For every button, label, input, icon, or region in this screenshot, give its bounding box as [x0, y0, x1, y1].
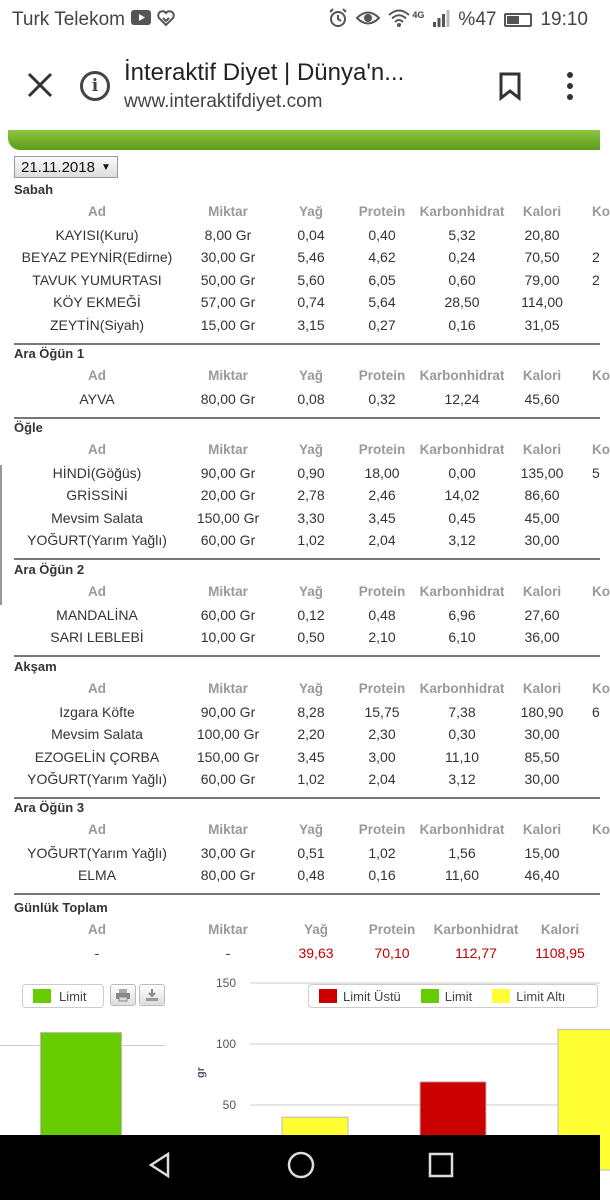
cell-ad: ZEYTİN(Siyah) [49, 316, 145, 333]
cell-protein: 0,40 [368, 226, 396, 243]
cell-protein: 2,30 [368, 726, 396, 742]
cell-miktar: 60,00 Gr [200, 532, 256, 548]
cell-miktar: 100,00 Gr [196, 726, 260, 742]
col-header-protein: Protein [368, 922, 416, 937]
cell-kalori: 46,40 [524, 867, 560, 883]
cell-kol: 6 [592, 703, 600, 720]
page-title: İnteraktif Diyet | Dünya'n... [124, 59, 405, 86]
col-header-karbonhidrat: Karbonhidrat [419, 442, 505, 457]
table-row[interactable] [0, 607, 600, 629]
cell-kalori: 45,60 [524, 390, 560, 407]
site-header-bar [8, 130, 600, 150]
col-header-karbonhidrat: Karbonhidrat [433, 922, 519, 937]
col-header-protein: Protein [358, 204, 406, 219]
col-header-kol: Ko [592, 204, 610, 219]
cell-protein: 3,45 [368, 509, 396, 526]
cell-yag: 0,51 [297, 844, 325, 861]
cell-kalori: 31,05 [524, 316, 560, 333]
chevron-down-icon: ▼ [100, 161, 111, 173]
cell-kol: 2 [592, 249, 600, 265]
col-header-protein: Protein [358, 584, 406, 599]
table-row[interactable] [0, 771, 600, 793]
section-divider [14, 797, 600, 799]
cell-miktar: 90,00 Gr [200, 703, 256, 720]
col-header-kol: Ko [592, 822, 610, 837]
right-chart-legend [308, 984, 598, 1008]
browser-toolbar [0, 40, 600, 132]
cell-miktar: 150,00 Gr [196, 509, 260, 526]
col-header-ad: Ad [88, 822, 106, 837]
col-header-kol: Ko [592, 368, 610, 383]
cell-yag: 5,60 [297, 271, 325, 288]
total-title: Günlük Toplam [14, 900, 108, 915]
cell-karbonhidrat: 7,38 [448, 703, 476, 720]
recents-icon[interactable] [428, 1152, 454, 1183]
download-icon[interactable] [139, 984, 165, 1006]
cell-miktar: 80,00 Gr [200, 867, 256, 883]
table-row[interactable] [0, 510, 600, 532]
col-header-karbonhidrat: Karbonhidrat [419, 204, 505, 219]
cell-kol: 5 [592, 464, 600, 481]
col-header-kalori: Kalori [522, 204, 562, 219]
cell-protein: 2,04 [368, 771, 396, 787]
cell-protein: 3,00 [368, 748, 396, 765]
cell-miktar: 30,00 Gr [200, 249, 256, 265]
col-header-protein: Protein [358, 442, 406, 457]
section-divider [14, 893, 600, 895]
cell-miktar: 8,00 Gr [204, 226, 252, 243]
cell-karbonhidrat: 0,60 [448, 271, 476, 288]
cell-protein: 4,62 [368, 249, 396, 265]
table-row[interactable] [0, 629, 600, 651]
meal-title: Akşam [14, 659, 57, 674]
cell-miktar: 10,00 Gr [200, 629, 256, 645]
cell-karbonhidrat: 0,16 [448, 316, 476, 333]
cell-karbonhidrat: 3,12 [448, 532, 476, 548]
cell-karbonhidrat: 5,32 [448, 226, 476, 243]
info-icon[interactable]: i [80, 71, 110, 101]
legend-swatch-limit [33, 989, 51, 1003]
cell-yag: 0,48 [297, 867, 325, 883]
cell-kalori: 27,60 [524, 606, 560, 623]
cell-yag: 0,12 [297, 606, 325, 623]
cell-karbonhidrat: 6,96 [448, 606, 476, 623]
cell-protein: 15,75 [364, 703, 400, 720]
meal-title: Öğle [14, 420, 43, 435]
cell-kalori: 114,00 [521, 294, 563, 310]
cell-protein: 6,05 [368, 271, 396, 288]
cell-miktar: 90,00 Gr [200, 464, 256, 481]
cell-yag: 3,45 [297, 748, 325, 765]
battery-icon [504, 13, 532, 27]
table-header-row [0, 681, 610, 703]
heart-notification-icon [157, 10, 175, 31]
col-header-protein: Protein [358, 822, 406, 837]
col-header-karbonhidrat: Karbonhidrat [419, 822, 505, 837]
table-header-row [0, 368, 610, 390]
col-header-kalori: Kalori [522, 681, 562, 696]
print-icon[interactable] [110, 984, 136, 1006]
y-tick-label: 50 [222, 1098, 236, 1112]
legend-label-limit-ustu: Limit Üstü [343, 988, 401, 1004]
cell-yag: 2,78 [297, 487, 325, 503]
cell-miktar: 57,00 Gr [200, 294, 256, 310]
cell-kalori: 86,60 [524, 487, 560, 503]
eye-comfort-icon [356, 10, 380, 31]
cell-karbonhidrat: 14,02 [444, 487, 480, 503]
col-header-kol: Ko [592, 442, 610, 457]
android-nav-bar [0, 1135, 600, 1200]
cell-protein: 18,00 [364, 464, 400, 481]
clock: 19:10 [540, 9, 588, 30]
cell-kalori: 30,00 [524, 532, 560, 548]
cell-kalori: 30,00 [524, 771, 560, 787]
legend-label-limit-right: Limit [444, 988, 473, 1004]
meal-title: Sabah [14, 182, 54, 197]
cell-miktar: 50,00 Gr [200, 271, 256, 288]
cell-yag: 0,74 [297, 294, 325, 310]
signal-icon [432, 9, 450, 32]
col-header-miktar: Miktar [208, 204, 248, 219]
table-row[interactable] [0, 867, 600, 889]
cell-protein: 0,48 [368, 606, 396, 623]
y-axis-label: gr [195, 1067, 207, 1078]
col-header-karbonhidrat: Karbonhidrat [419, 681, 505, 696]
cell-karbonhidrat: 11,60 [445, 867, 479, 883]
col-header-ad: Ad [88, 681, 106, 696]
cell-yag: 0,90 [297, 464, 325, 481]
cell-karbonhidrat: 0,24 [448, 249, 476, 265]
total-header-row [0, 922, 600, 944]
cell-protein: 5,64 [368, 294, 396, 310]
col-header-kol: Ko [592, 681, 610, 696]
table-header-row [0, 204, 610, 226]
cell-karbonhidrat: 3,12 [448, 771, 476, 787]
date-value: 21.11.2018 [21, 158, 95, 176]
cell-ad: MANDALİNA [56, 606, 138, 623]
table-header-row [0, 584, 610, 606]
col-header-yag: Yağ [298, 822, 324, 837]
more-options-icon[interactable] [540, 72, 600, 100]
col-header-ad: Ad [88, 442, 106, 457]
cell-kalori: 20,80 [524, 226, 560, 243]
table-row[interactable] [0, 227, 600, 249]
cell-protein: 0,32 [368, 390, 396, 407]
table-row[interactable] [0, 749, 600, 771]
back-icon[interactable] [146, 1151, 174, 1184]
left-chart-legend [22, 984, 104, 1008]
col-header-miktar: Miktar [208, 922, 248, 937]
chart-area [0, 970, 600, 1135]
cell-kalori: 79,00 [524, 271, 560, 288]
youtube-notification-icon [131, 10, 151, 30]
y-tick-label: 100 [215, 1037, 236, 1051]
cell-ad: EZOGELİN ÇORBA [34, 748, 160, 765]
section-divider [14, 417, 600, 419]
col-header-protein: Protein [358, 681, 406, 696]
cell-ad: YOĞURT(Yarım Yağlı) [27, 532, 167, 548]
table-row[interactable] [0, 726, 600, 748]
address-block[interactable] [124, 59, 480, 113]
cell-miktar: 20,00 Gr [200, 487, 256, 503]
cell-protein: 0,27 [368, 316, 396, 333]
table-row[interactable] [0, 487, 600, 509]
col-header-yag: Yağ [298, 584, 324, 599]
total-karbonhidrat: 112,77 [455, 945, 497, 961]
legend-label-limit: Limit [59, 988, 87, 1004]
col-header-ad: Ad [88, 368, 106, 383]
cell-ad: YOĞURT(Yarım Yağlı) [27, 771, 167, 787]
cell-karbonhidrat: 12,24 [444, 390, 480, 407]
home-icon[interactable] [286, 1150, 316, 1185]
col-header-ad: Ad [88, 204, 106, 219]
table-row[interactable] [0, 704, 600, 726]
cell-ad: ELMA [77, 867, 117, 883]
col-header-kalori: Kalori [540, 922, 580, 937]
col-header-ad: Ad [88, 922, 106, 937]
date-select[interactable] [14, 156, 118, 178]
table-header-row [0, 822, 610, 844]
cell-yag: 8,28 [297, 703, 325, 720]
cell-protein: 2,46 [368, 487, 396, 503]
col-header-yag: Yağ [298, 442, 324, 457]
legend-swatch-limit-alti [492, 989, 510, 1003]
cell-miktar: 60,00 Gr [200, 606, 256, 623]
col-header-miktar: Miktar [208, 681, 248, 696]
cell-yag: 3,15 [297, 316, 325, 333]
col-header-miktar: Miktar [208, 368, 248, 383]
cell-ad: KAYISI(Kuru) [55, 226, 139, 243]
cell-karbonhidrat: 1,56 [448, 844, 476, 861]
table-row[interactable] [0, 317, 600, 339]
cell-ad: HİNDİ(Göğüs) [52, 464, 142, 481]
col-header-kalori: Kalori [522, 368, 562, 383]
col-header-karbonhidrat: Karbonhidrat [419, 368, 505, 383]
cell-ad: Mevsim Salata [51, 726, 143, 742]
col-header-kalori: Kalori [522, 442, 562, 457]
cell-ad: Izgara Köfte [59, 703, 135, 720]
table-row[interactable] [0, 249, 600, 271]
legend-swatch-limit-ustu [319, 989, 337, 1003]
section-divider [14, 558, 600, 560]
cell-kalori: 15,00 [524, 844, 560, 861]
cell-protein: 1,02 [368, 844, 396, 861]
cell-yag: 3,30 [297, 509, 325, 526]
table-row[interactable] [0, 845, 600, 867]
table-row[interactable] [0, 532, 600, 554]
cell-kalori: 180,90 [520, 703, 564, 720]
col-header-yag: Yağ [298, 681, 324, 696]
carrier-name: Turk Telekom [12, 9, 125, 30]
network-type: 4G [412, 10, 425, 20]
col-header-miktar: Miktar [208, 442, 248, 457]
cell-kalori: 85,50 [524, 748, 560, 765]
table-header-row [0, 442, 610, 464]
cell-kalori: 30,00 [524, 726, 560, 742]
section-divider [14, 655, 600, 657]
col-header-miktar: Miktar [208, 822, 248, 837]
cell-yag: 0,04 [297, 226, 325, 243]
legend-swatch-limit [421, 989, 439, 1003]
col-header-yag: Yağ [298, 368, 324, 383]
close-icon[interactable] [0, 67, 80, 105]
cell-kalori: 36,00 [524, 629, 560, 645]
cell-yag: 2,20 [297, 726, 325, 742]
cell-yag: 1,02 [297, 771, 325, 787]
cell-yag: 0,08 [297, 390, 325, 407]
cell-ad: BEYAZ PEYNİR(Edirne) [21, 249, 173, 265]
cell-ad: SARI LEBLEBİ [50, 629, 144, 645]
status-bar [0, 0, 600, 40]
cell-ad: KÖY EKMEĞİ [53, 294, 141, 310]
cell-kalori: 70,50 [524, 249, 560, 265]
wifi-icon [388, 9, 410, 32]
total-miktar: - [225, 945, 231, 961]
cell-karbonhidrat: 11,10 [445, 748, 479, 765]
table-row[interactable] [0, 294, 600, 316]
col-header-protein: Protein [358, 368, 406, 383]
col-header-yag: Yağ [298, 204, 324, 219]
y-tick-label: 150 [215, 976, 236, 990]
cell-protein: 0,16 [368, 867, 396, 883]
cell-ad: Mevsim Salata [51, 509, 143, 526]
cell-protein: 2,04 [368, 532, 396, 548]
total-row [0, 945, 600, 967]
col-header-kalori: Kalori [522, 584, 562, 599]
cell-miktar: 30,00 Gr [200, 844, 256, 861]
total-protein: 70,10 [374, 945, 410, 961]
table-row[interactable] [0, 391, 600, 413]
col-header-yag: Yağ [303, 922, 329, 937]
cell-karbonhidrat: 0,45 [448, 509, 476, 526]
meal-title: Ara Öğün 2 [14, 562, 85, 577]
col-header-miktar: Miktar [208, 584, 248, 599]
battery-percent: %47 [458, 9, 497, 30]
cell-miktar: 150,00 Gr [196, 748, 260, 765]
col-header-kalori: Kalori [522, 822, 562, 837]
section-divider [14, 343, 600, 345]
cell-karbonhidrat: 28,50 [444, 294, 480, 310]
cell-yag: 5,46 [297, 249, 325, 265]
cell-kol: 2 [592, 271, 600, 288]
page-url: www.interaktifdiyet.com [124, 91, 323, 112]
col-header-ad: Ad [88, 584, 106, 599]
cell-miktar: 60,00 Gr [200, 771, 256, 787]
table-row[interactable] [0, 272, 600, 294]
cell-karbonhidrat: 6,10 [448, 629, 476, 645]
cell-karbonhidrat: 0,30 [448, 726, 476, 742]
meal-title: Ara Öğün 1 [14, 346, 85, 361]
cell-ad: YOĞURT(Yarım Yağlı) [27, 844, 167, 861]
col-header-kol: Ko [592, 584, 610, 599]
cell-miktar: 80,00 Gr [200, 390, 256, 407]
col-header-karbonhidrat: Karbonhidrat [419, 584, 505, 599]
cell-kalori: 135,00 [520, 464, 564, 481]
total-ad: - [94, 945, 100, 961]
left-chart-bar [40, 1032, 122, 1142]
total-yag: 39,63 [298, 945, 334, 961]
cell-kalori: 45,00 [524, 509, 560, 526]
cell-miktar: 15,00 Gr [200, 316, 256, 333]
cell-ad: AYVA [79, 390, 115, 407]
total-kalori: 1108,95 [535, 945, 585, 961]
alarm-icon [328, 8, 348, 33]
cell-protein: 2,10 [368, 629, 396, 645]
cell-ad: GRİSSİNİ [66, 487, 128, 503]
cell-ad: TAVUK YUMURTASI [32, 271, 162, 288]
cell-yag: 0,50 [297, 629, 325, 645]
meal-title: Ara Öğün 3 [14, 800, 85, 815]
bookmark-icon[interactable] [480, 72, 540, 100]
table-row[interactable] [0, 465, 600, 487]
cell-yag: 1,02 [297, 532, 325, 548]
legend-label-limit-alti: Limit Altı [516, 988, 566, 1004]
cell-karbonhidrat: 0,00 [448, 464, 476, 481]
